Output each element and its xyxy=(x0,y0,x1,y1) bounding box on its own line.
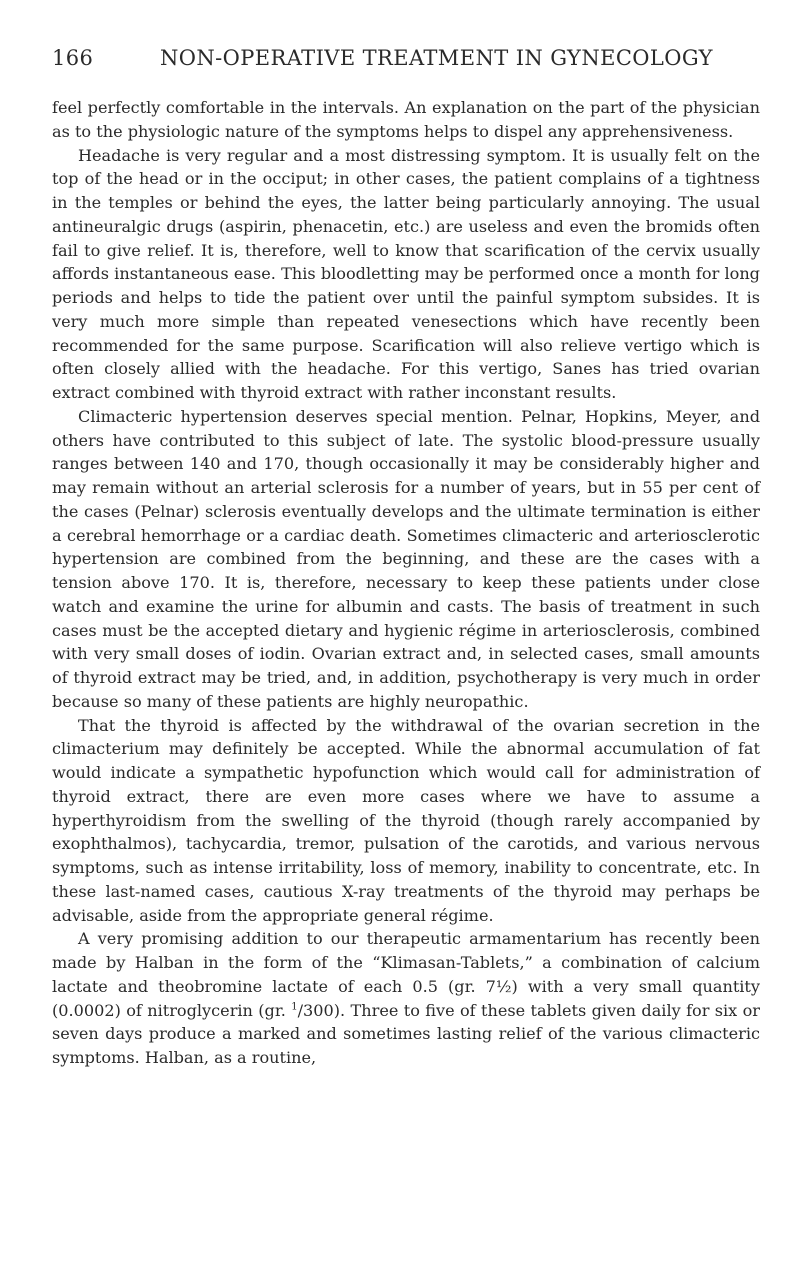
body-text xyxy=(52,96,760,1070)
paragraph-headache: Headache is very regular and a most distressing symptom. It is usually felt on the top of the head or in the occiput; in other cases, the patient complains of a tightness in the temples or behind the eyes, the latter being particularly annoying. The usual antineuralgic drugs (aspirin, phenacetin, etc.) are useless and even the bromids often fail to give relief. It is, therefore, well to know that scarification of the cervix usually affords instantaneous ease. This bloodletting may be performed once a month for long periods and helps to tide the patient over until the painful symptom subsides. It is very much more simple than repeated venesections which have recently been recommended for the same purpose. Scarification will also relieve vertigo which is often closely allied with the headache. For this vertigo, Sanes has tried ovarian extract combined with thyroid extract with rather inconstant results. xyxy=(52,145,760,402)
fraction-denominator: /300 xyxy=(297,1000,334,1020)
paragraph-klimasan xyxy=(52,927,760,1070)
fraction-numerator: 1 xyxy=(291,1001,298,1013)
paragraph-thyroid: That the thyroid is affected by the withdrawal of the ovarian secretion in the climacterium may definitely be accepted. While the abnormal accumulation of fat would indicate a sympathetic hypofunction which would call for administration of thyroid extract, there are even more cases where we have to assume a hyperthyroidism from the swelling of the thyroid (though rarely accompanied by exophthalmos), tachycardia, tremor, pulsation of the carotids, and various nervous symptoms, such as intense irritability, loss of memory, inability to concentrate, etc. In these last-named cases, cautious X-ray treatments of the thyroid may perhaps be advisable, aside from the appropriate general régime. xyxy=(52,715,760,925)
book-page xyxy=(52,46,760,1070)
paragraph-hypertension: Climacteric hypertension deserves special mention. Pelnar, Hopkins, Meyer, and others have contributed to this subject of late. The systolic blood-pressure usually ranges between 140 and 170, though occasionally it may be considerably higher and may remain without an arterial sclerosis for a number of years, but in 55 per cent of the cases (Pelnar) sclerosis eventually develops and the ultimate termination is either a cerebral hemorrhage or a cardiac death. Sometimes climacteric and arteriosclerotic hypertension are combined from the beginning, and these are the cases with a tension above 170. It is, therefore, necessary to keep these patients under close watch and examine the urine for albumin and casts. The basis of treatment in such cases must be the accepted dietary and hygienic régime in arteriosclerosis, combined with very small doses of iodin. Ovarian extract and, in selected cases, small amounts of thyroid extract may be tried, and, in addition, psychotherapy is very much in order because so many of these patients are highly neuropathic. xyxy=(52,406,760,711)
klimasan-text-start: A very promising addition to our therapeutic armamentarium has recently been made by Halban in the form of the “Klimasan-Tablets,” a combination of calcium lactate and theobromine lactate of each 0.5 (gr. 7½) with a very small quantity (0.0002) of nitroglycerin (gr. xyxy=(52,929,760,1020)
running-title: NON-OPERATIVE TREATMENT IN GYNECOLOGY xyxy=(160,46,713,70)
klimasan-text-end: ). Three to five of these tablets given daily for six or seven days produce a marked and sometimes lasting relief of the various climacteric symptoms. Halban, as a routine, xyxy=(52,1000,760,1067)
page-header xyxy=(52,46,760,76)
page-number: 166 xyxy=(52,46,94,70)
paragraph-continuation: feel perfectly comfortable in the intervals. An explanation on the part of the physician as to the physiologic nature of the symptoms helps to dispel any apprehensiveness. xyxy=(52,98,760,141)
